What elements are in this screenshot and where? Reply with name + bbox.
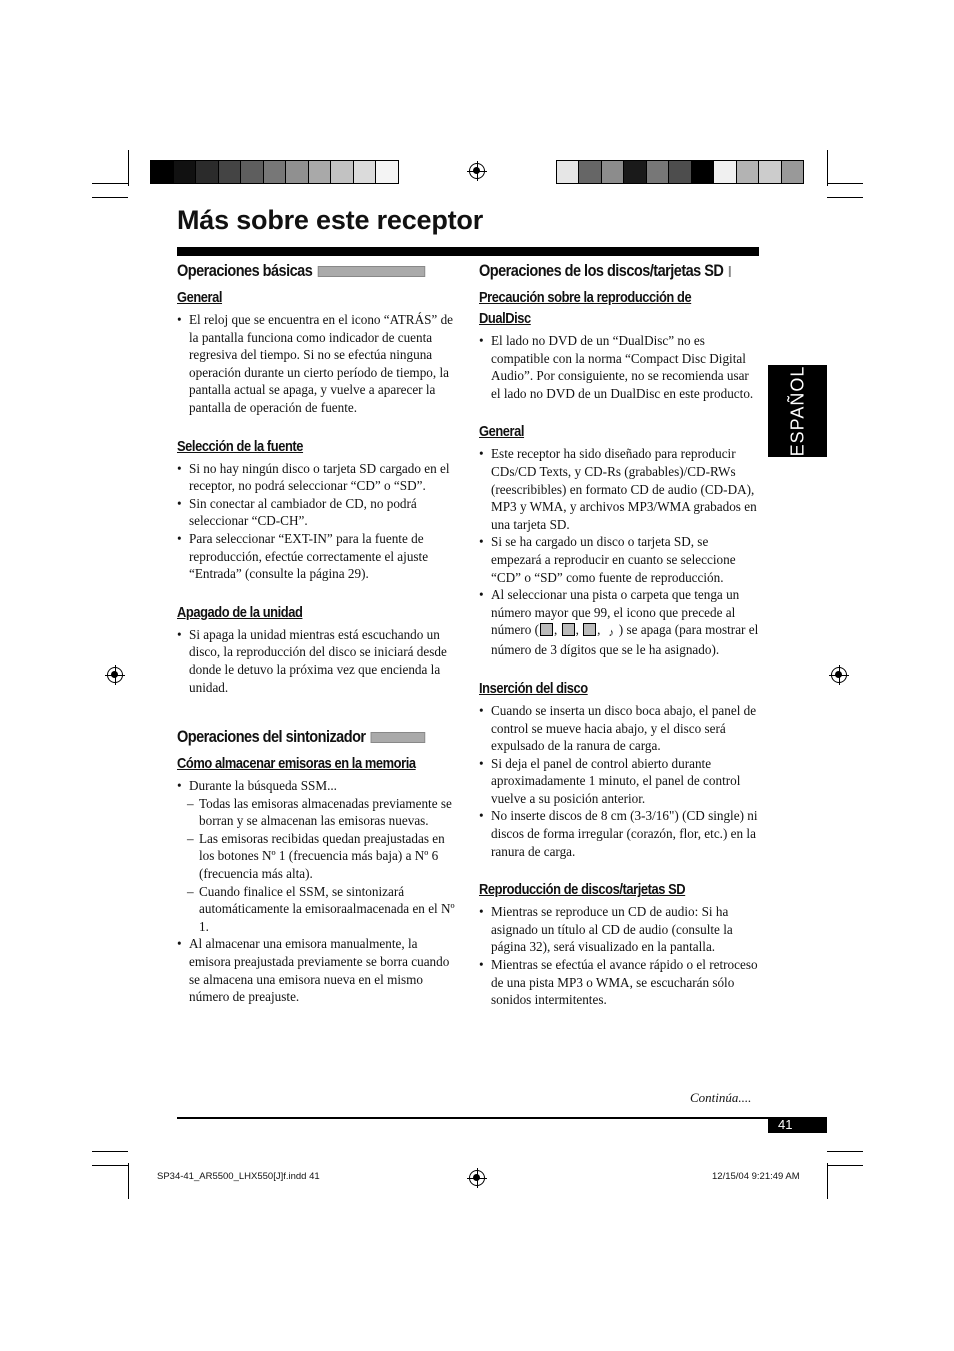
color-swatch (286, 161, 309, 183)
registration-mark-icon (831, 667, 847, 683)
list-item: • Mientras se reproduce un CD de audio: Si ha asignado un título al CD de audio (consulte la página 32), será visualizado en la pantalla. (479, 903, 761, 956)
color-swatch (241, 161, 264, 183)
color-swatch (219, 161, 242, 183)
folder-icon (562, 623, 575, 636)
bullet-list (177, 935, 459, 1005)
slug-date: 12/15/04 9:21:49 AM (712, 1171, 800, 1182)
color-swatch (692, 161, 714, 183)
left-column (177, 262, 459, 1006)
bullet-list (479, 702, 761, 860)
color-swatch (354, 161, 377, 183)
list-item: • Si apaga la unidad mientras está escuchando un disco, la reproducción del disco se iniciará desde donde le detuvo la próxima vez que encienda la unidad. (177, 626, 459, 696)
list-item: – Cuando finalice el SSM, se sintonizará automáticamente la emisoraalmacenada en el Nº 1. (177, 883, 459, 936)
subheading: Cómo almacenar emisoras en la memoria (177, 755, 416, 773)
color-swatch (759, 161, 781, 183)
bullet-list (177, 626, 459, 696)
subheading: Selección de la fuente (177, 437, 304, 455)
color-swatch (331, 161, 354, 183)
list-item: • El lado no DVD de un “DualDisc” no es compatible con la norma “Compact Disc Digital Audio”. Por consiguiente, no se recomienda usar el lado no DVD de un DualDisc en este producto. (479, 332, 761, 402)
right-column (479, 262, 761, 1009)
color-swatch (714, 161, 736, 183)
list-item: • Durante la búsqueda SSM... (177, 777, 459, 795)
disc-icon (540, 623, 553, 636)
color-bar-left (150, 160, 399, 184)
music-note-icon: ♪ (605, 628, 618, 641)
subheading: General (177, 289, 223, 306)
list-item: • Cuando se inserta un disco boca abajo, el panel de control se mueve hacia abajo, y el disco será expulsado de la ranura de carga. (479, 702, 761, 755)
list-item: • Mientras se efectúa el avance rápido o el retroceso de una pista MP3 o WMA, se escucharán sólo sonidos intermitentes. (479, 956, 761, 1009)
subheading: General (479, 423, 525, 441)
color-swatch (737, 161, 759, 183)
subheading: Apagado de la unidad (177, 603, 303, 621)
color-swatch (602, 161, 624, 183)
list-item: • Al seleccionar una pista o carpeta que tenga un número mayor que 99, el icono que precede al número ( , , , ♪ ) se apaga (para mostrar el número de 3 dígitos que se le ha asignado). (479, 586, 761, 659)
section-heading: Operaciones de los discos/tarjetas SD (479, 262, 727, 281)
color-swatch (669, 161, 691, 183)
bullet-list (177, 311, 459, 417)
subheading: Inserción del disco (479, 679, 588, 697)
continued-note: Continúa.... (690, 1090, 752, 1105)
title-rule (177, 247, 759, 256)
bullet-list (177, 460, 459, 583)
color-bar-right (556, 160, 804, 184)
color-swatch (624, 161, 646, 183)
bullet-list (479, 903, 761, 1009)
list-item: • Si no hay ningún disco o tarjeta SD cargado en el receptor, no podrá seleccionar “CD” o “SD”. (177, 460, 459, 495)
color-swatch (309, 161, 332, 183)
color-swatch (557, 161, 579, 183)
footer-rule (177, 1117, 827, 1119)
color-swatch (196, 161, 219, 183)
list-item: • Si se ha cargado un disco o tarjeta SD, se empezará a reproducir en cuanto se seleccione “CD” o “SD” como fuente de reproducción. (479, 533, 761, 586)
subheading: Precaución sobre la reproducción de (479, 289, 692, 306)
list-item: – Las emisoras recibidas quedan preajustadas en los botones Nº 1 (frecuencia más baja) a Nº 6 (frecuencia más alta). (177, 830, 459, 883)
list-item: • No inserte discos de 8 cm (3-3/16") (CD single) ni discos de forma irregular (corazón, flor, etc.) en la ranura de carga. (479, 807, 761, 860)
color-swatch (376, 161, 398, 183)
section-heading: Operaciones básicas (177, 262, 425, 281)
list-item: • Este receptor ha sido diseñado para reproducir CDs/CD Texts, y CD-Rs (grabables)/CD-RWs (reescribibles) en formato CD de audio (CD-DA), MP3 y WMA, y archivos MP3/WMA grabados en una tarjeta SD. (479, 445, 761, 533)
bullet-list (479, 332, 761, 402)
page-number-box (768, 1118, 827, 1133)
dash-list (177, 795, 459, 936)
bullet-list (479, 445, 761, 586)
color-swatch (151, 161, 174, 183)
subheading: Reproducción de discos/tarjetas SD (479, 881, 686, 899)
language-tab: ESPAÑOL (768, 365, 827, 457)
color-swatch (782, 161, 803, 183)
color-swatch (647, 161, 669, 183)
page-title: Más sobre este receptor (177, 205, 484, 235)
list-item: • Sin conectar al cambiador de CD, no podrá seleccionar “CD-CH”. (177, 495, 459, 530)
color-swatch (264, 161, 287, 183)
list-item: – Todas las emisoras almacenadas previamente se borran y se almacenan las emisoras nuevas. (177, 795, 459, 830)
list-item: • Para seleccionar “EXT-IN” para la fuente de reproducción, efectúe correctamente el ajuste “Entrada” (consulte la página 29). (177, 530, 459, 583)
list-item: • El reloj que se encuentra en el icono “ATRÁS” de la pantalla funciona como indicador de cuenta regresiva del tiempo. Si no se efectúa ninguna operación durante un cierto período de tiempo, la pantalla actual se apaga, y vuelve a aparecer la pantalla de operación de fuente. (177, 311, 459, 417)
registration-mark-icon (469, 1170, 485, 1186)
color-swatch (174, 161, 197, 183)
list-item: • Si deja el panel de control abierto durante aproximadamente 1 minuto, el panel de control vuelve a su posición anterior. (479, 755, 761, 808)
bullet-list (479, 586, 761, 659)
track-icon (583, 623, 596, 636)
section-heading: Operaciones del sintonizador (177, 728, 425, 747)
list-item: • Al almacenar una emisora manualmente, la emisora preajustada previamente se borra cuando se almacena una emisora nueva en el mismo número de preajuste. (177, 935, 459, 1005)
page-number: 41 (778, 1117, 793, 1132)
registration-mark-icon (469, 163, 485, 179)
slug-file: SP34-41_AR5500_LHX550[J]f.indd 41 (157, 1171, 320, 1182)
bullet-list (177, 777, 459, 795)
color-swatch (579, 161, 601, 183)
subheading: DualDisc (479, 310, 531, 327)
registration-mark-icon (107, 667, 123, 683)
